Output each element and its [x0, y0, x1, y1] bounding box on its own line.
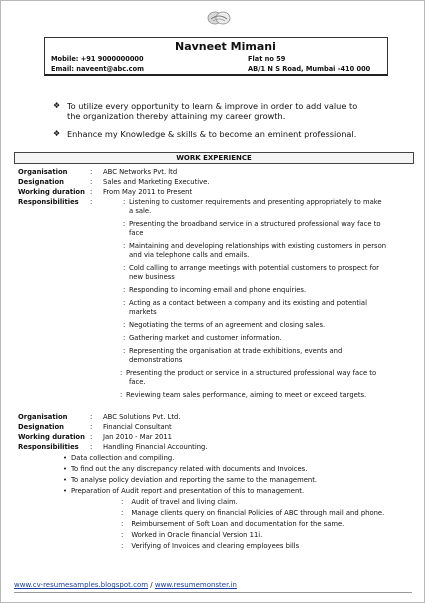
flat-number: Flat no 59 [248, 55, 286, 63]
footer-link-cv-resumesamples[interactable]: www.cv-resumesamples.blogspot.com [14, 581, 149, 589]
sub-item: : Verifying of Invoices and clearing employees bills [121, 542, 300, 550]
job1-responsibilities-label: Responsibilities : [18, 198, 93, 206]
responsibility-line: and via telephone calls and emails. [129, 251, 250, 259]
work-experience-header [14, 152, 414, 164]
objective-item: ❖ Enhance my Knowledge & skills & to become an eminent professional. [53, 129, 357, 139]
job1-duration-row: Working duration : From May 2011 to Present [18, 188, 193, 196]
job2-designation-row: Designation : Financial Consultant [18, 423, 172, 431]
responsibility-line: : Acting as a contact between a company and its existing and potential [123, 299, 367, 307]
objectives-list [53, 101, 373, 147]
candidate-name: Navneet Mimani [175, 40, 276, 53]
responsibility-line: : Negotiating the terms of an agreement and closing sales. [123, 321, 326, 329]
responsibility-line: face [129, 229, 144, 237]
responsibility-line: : Maintaining and developing relationships with existing customers in person [123, 242, 387, 250]
footer-divider [14, 592, 412, 593]
job2-duration-row: Working duration : Jan 2010 - Mar 2011 [18, 433, 172, 441]
footer-link-resumemonster[interactable]: www.resumemonster.in [154, 581, 237, 589]
handshake-logo-icon [207, 7, 231, 29]
job1-designation-row: Designation : Sales and Marketing Executive. [18, 178, 210, 186]
bullet-item: • To analyse policy deviation and reporting the same to the management. [71, 476, 317, 485]
footer-separator: / [148, 581, 155, 589]
responsibility-line: face. [129, 378, 146, 386]
responsibility-line: : Representing the organisation at trade exhibitions, events and [123, 347, 343, 355]
diamond-bullet-icon: ❖ [53, 101, 61, 110]
diamond-bullet-icon: ❖ [53, 129, 61, 138]
responsibility-line: : Responding to incoming email and phone enquiries. [123, 286, 307, 294]
responsibility-line: : Listening to customer requirements and presenting appropriately to make [123, 198, 382, 206]
footer-links [14, 581, 237, 589]
job2-responsibilities-row: Responsibilities : Handling Financial Accounting. [18, 443, 208, 451]
job2-organisation-row: Organisation : ABC Solutions Pvt. Ltd. [18, 413, 181, 421]
responsibility-line: markets [129, 308, 157, 316]
sub-item: : Reimbursement of Soft Loan and documentation for the same. [121, 520, 345, 528]
responsibility-line: : Presenting the product or service in a structured professional way face to [120, 369, 377, 377]
section-title: WORK EXPERIENCE [176, 154, 252, 162]
email-address: Email: naveent@abc.com [51, 65, 144, 73]
bullet-item: • Data collection and compiling. [71, 454, 174, 463]
responsibility-line: new business [129, 273, 175, 281]
responsibility-line: : Gathering market and customer information. [123, 334, 282, 342]
responsibility-line: : Reviewing team sales performance, aiming to meet or exceed targets. [120, 391, 367, 399]
responsibility-line: : Cold calling to arrange meetings with potential customers to prospect for [123, 264, 379, 272]
objective-item: ❖ To utilize every opportunity to learn & improve in order to add value to the organization thereby attaining my career growth. [53, 101, 358, 121]
contact-header [44, 37, 388, 76]
bullet-item: • Preparation of Audit report and presentation of this to management. [71, 487, 304, 496]
sub-item: : Audit of travel and living claim. [121, 498, 238, 506]
bullet-item: • To find out the any discrepancy related with documents and Invoices. [71, 465, 307, 474]
sub-item: : Worked in Oracle financial Version 11i. [121, 531, 263, 539]
sub-item: : Manage clients query on financial Policies of ABC through mail and phone. [121, 509, 385, 517]
responsibility-line: : Presenting the broadband service in a structured professional way face to [123, 220, 381, 228]
postal-address: AB/1 N S Road, Mumbai -410 000 [248, 65, 371, 73]
responsibility-line: a sale. [129, 207, 152, 215]
responsibility-line: demonstrations [129, 356, 183, 364]
job1-organisation-row: Organisation : ABC Networks Pvt. ltd [18, 168, 178, 176]
mobile-number: Mobile: +91 9000000000 [51, 55, 144, 63]
